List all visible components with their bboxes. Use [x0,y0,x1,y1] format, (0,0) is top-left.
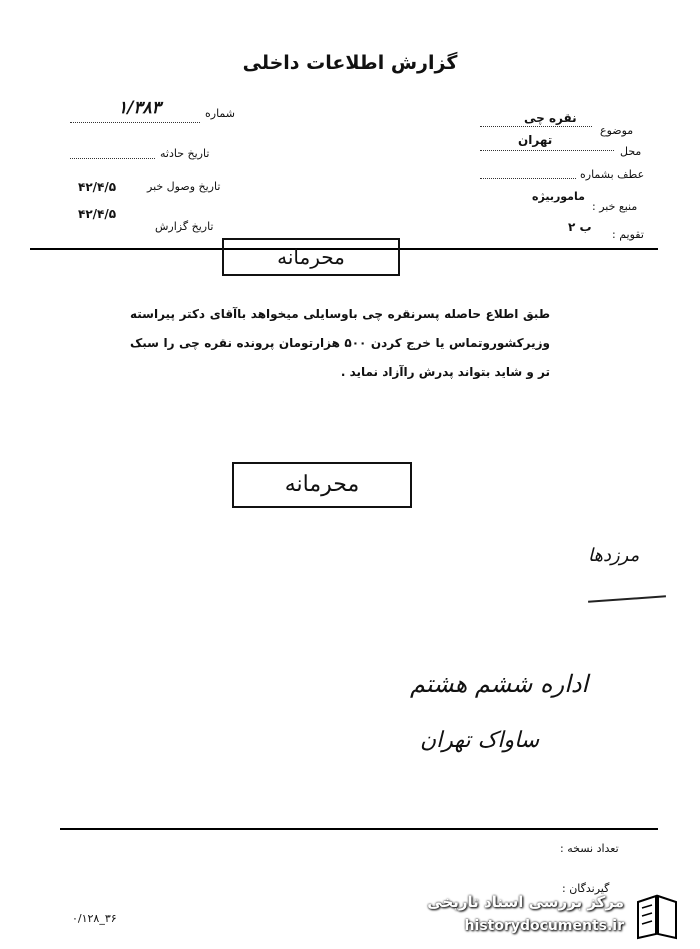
location-label: محل [620,145,642,158]
copies-label: تعداد نسخه : [560,842,619,855]
incident-date-line [70,158,155,159]
number-label: شماره [205,107,236,120]
footer-divider [60,828,658,830]
source-value: ماموربیژه [532,190,585,203]
form-code: ۰/۱۲۸_۳۶ [72,912,117,925]
number-value: ۱/۳۸۳ [118,98,161,118]
confidential-stamp-top: محرمانه [222,238,400,276]
archive-watermark [392,890,682,945]
reference-line [480,178,576,179]
rating-label: تقویم : [612,228,644,241]
receipt-date-label: تاریخ وصول خبر [147,180,221,193]
source-label: منبع خبر : [592,200,638,213]
report-body: طبق اطلاع حاصله پسرنقره چی باوسایلی میخواهد باآقای دکتر پیراسته وزیرکشوروتماس یا خرج کردن ۵۰۰ هزارتومان پرونده نقره چی را سبک تر و شاید بتواند پدرش راآزاد نماید . [130,307,550,379]
handwritten-note-2: اداره ششم هشتم [410,670,589,698]
number-line [70,122,200,123]
recipients-label: گیرندگان : [562,882,610,895]
report-date-value: ۴۲/۴/۵ [78,207,117,221]
archive-logo-icon [632,892,682,940]
report-date-label: تاریخ گزارش [155,220,214,233]
rating-value: ب ۲ [568,220,592,234]
subject-label: موضوع [600,124,634,137]
report-title: گزارش اطلاعات داخلی [242,52,458,74]
subject-value: نقره چی [524,111,577,125]
watermark-name: مرکز بررسی اسناد تاریخی [427,893,624,911]
incident-date-label: تاریخ حادثه [160,147,210,160]
receipt-date-value: ۴۲/۴/۵ [78,180,117,194]
handwritten-note-1: مرزدها [588,545,640,566]
subject-line [480,126,592,127]
location-value: تهران [518,133,553,147]
confidential-stamp-middle: محرمانه [232,462,412,508]
reference-label: عطف بشماره [580,168,645,181]
location-line [480,150,614,151]
handwritten-underline [588,595,666,602]
handwritten-note-3: ساواک تهران [420,728,540,753]
watermark-site: historydocuments.ir [464,918,624,934]
